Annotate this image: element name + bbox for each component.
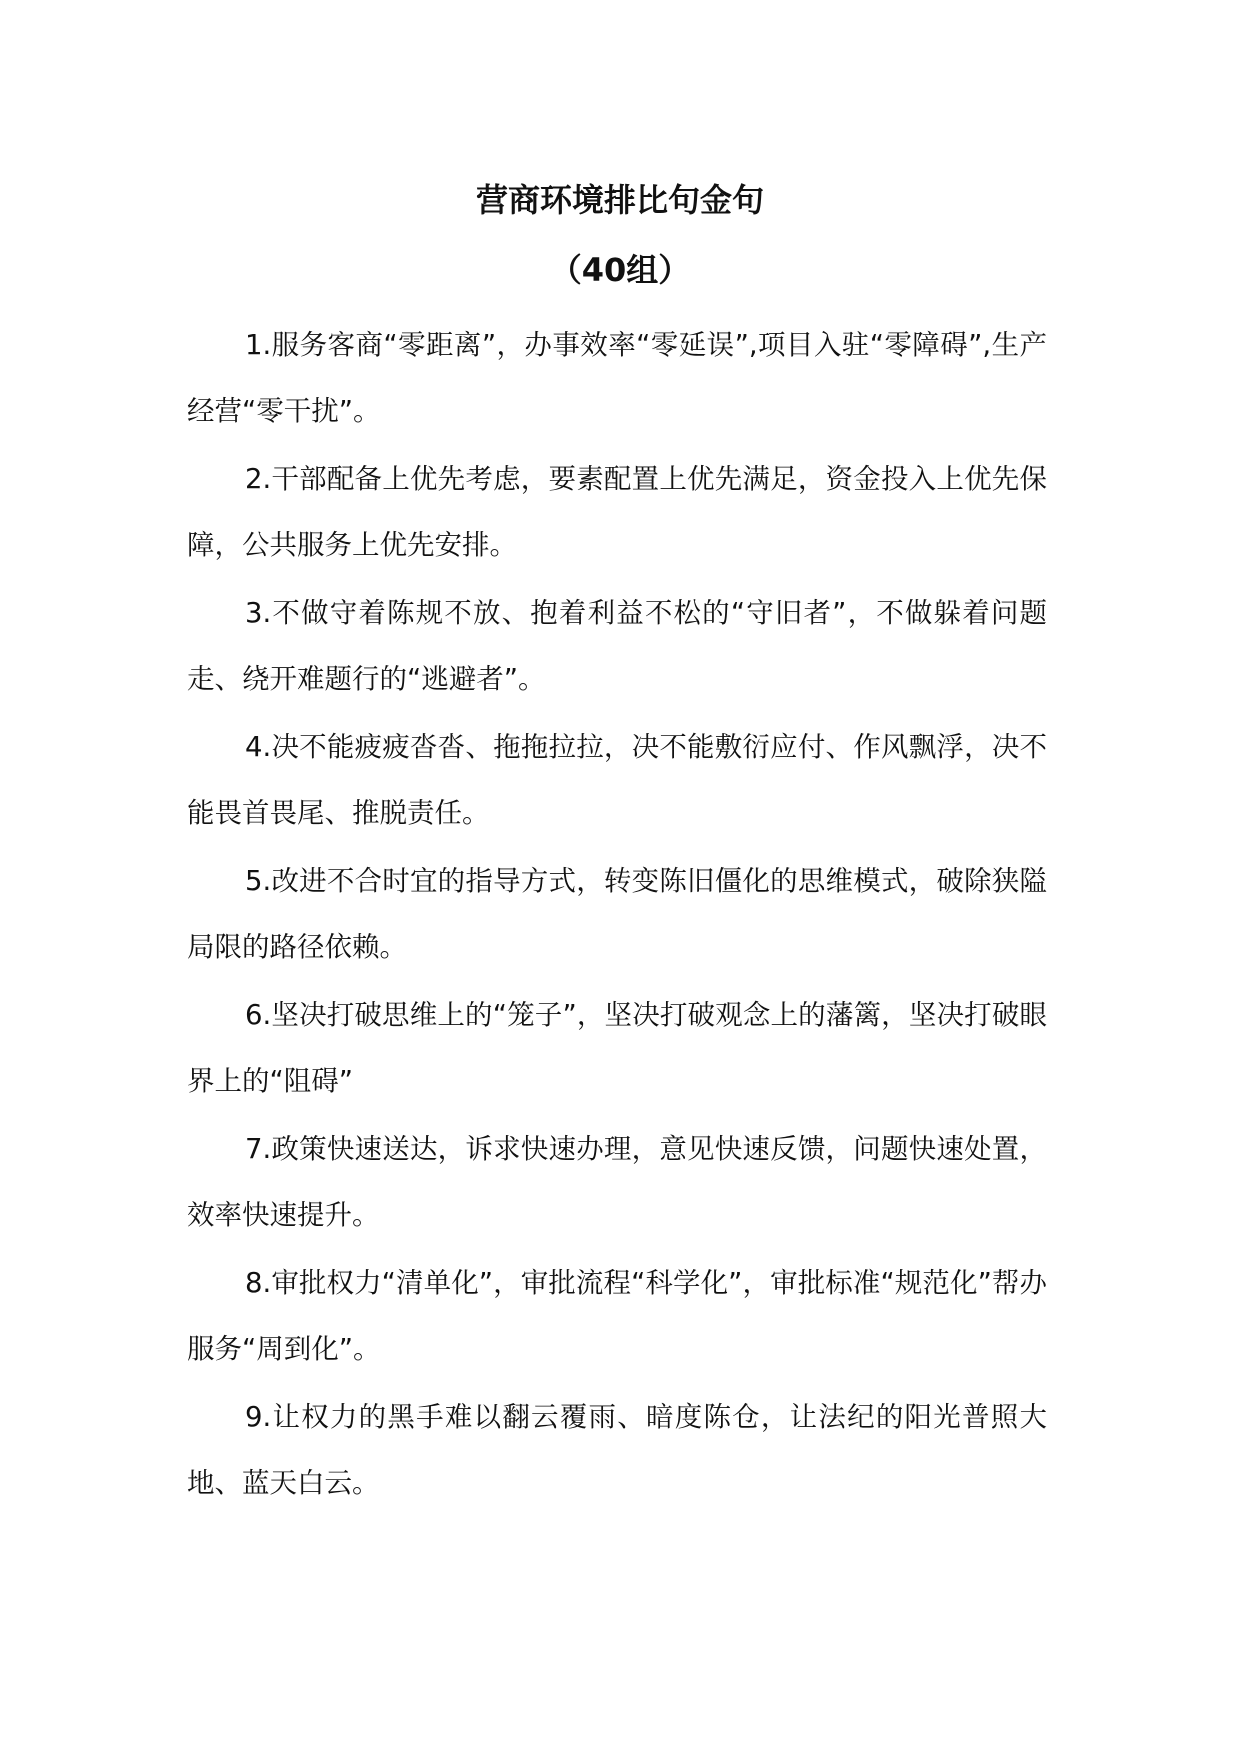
paragraph-item: 9.让权力的黑手难以翻云覆雨、暗度陈仓，让法纪的阳光普照大地、蓝天白云。	[187, 1401, 1047, 1499]
paragraph-item: 7.政策快速送达，诉求快速办理，意见快速反馈，问题快速处置，效率快速提升。	[187, 1133, 1047, 1231]
paragraph-item: 6.坚决打破思维上的“笼子”，坚决打破观念上的藩篱，坚决打破眼界上的“阻碍”	[187, 999, 1047, 1097]
paragraph-item: 4.决不能疲疲沓沓、拖拖拉拉，决不能敷衍应付、作风飘浮，决不能畏首畏尾、推脱责任。	[187, 731, 1047, 829]
document-title: 营商环境排比句金句	[475, 181, 764, 219]
paragraph-list	[187, 312, 1047, 1518]
paragraph-item: 1.服务客商“零距离”，办事效率“零延误”,项目入驻“零障碍”,生产经营“零干扰”。	[187, 329, 1047, 427]
document-subtitle: （40组）	[549, 251, 691, 289]
paragraph-item: 2.干部配备上优先考虑，要素配置上优先满足，资金投入上优先保障，公共服务上优先安排。	[187, 463, 1047, 561]
paragraph-item: 8.审批权力“清单化”，审批流程“科学化”，审批标准“规范化”帮办服务“周到化”。	[187, 1267, 1047, 1365]
paragraph-item: 3.不做守着陈规不放、抱着利益不松的“守旧者”，不做躲着问题走、绕开难题行的“逃避者”。	[187, 597, 1047, 695]
paragraph-item: 5.改进不合时宜的指导方式，转变陈旧僵化的思维模式，破除狭隘局限的路径依赖。	[187, 865, 1047, 963]
